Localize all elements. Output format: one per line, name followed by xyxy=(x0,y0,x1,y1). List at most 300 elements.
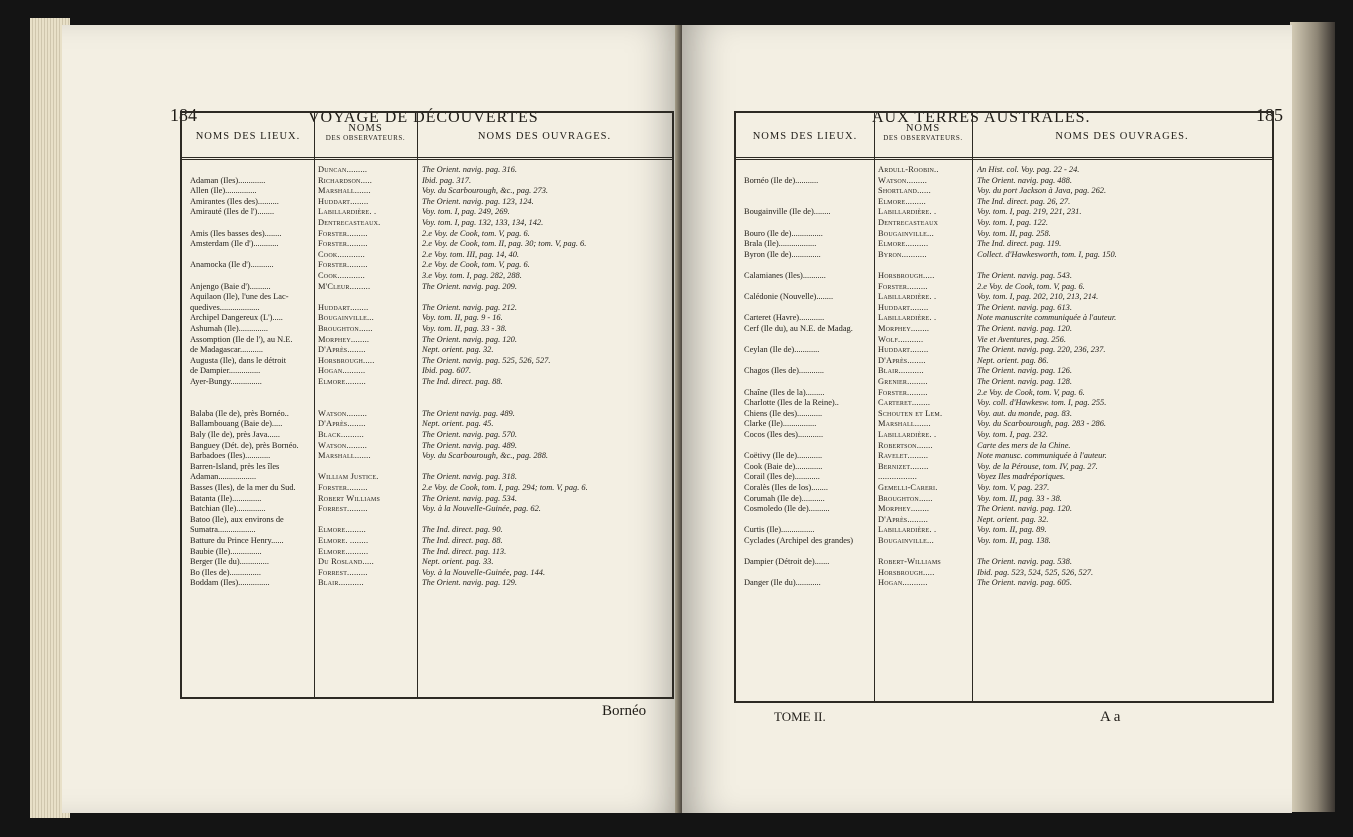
observer-name: Dentrecasteaux. xyxy=(318,218,381,227)
work-reference: Voy. tom. II, pag. 258. xyxy=(977,228,1051,238)
work-reference: Voy. tom. I, pag. 219, 221, 231. xyxy=(977,207,1082,217)
table-row xyxy=(182,303,672,314)
header-observers-bottom: DES OBSERVATEURS. xyxy=(325,134,406,142)
place-name: Cyclades (Archipel des grandes) xyxy=(744,536,854,545)
table-row xyxy=(182,388,672,399)
table-row xyxy=(182,197,672,208)
work-reference: The Orient. navig. pag. 123, 124. xyxy=(422,196,534,206)
observer-name: Forrest......... xyxy=(318,567,368,577)
observer-name: Huddart........ xyxy=(318,196,369,206)
place-name: Corumah (Ile de)........... xyxy=(744,493,825,503)
table-row xyxy=(182,441,672,452)
work-reference: Voy. tom. I, pag. 232. xyxy=(977,430,1048,439)
table-row xyxy=(736,282,1272,293)
observer-name: Forster......... xyxy=(318,260,368,270)
work-reference: Nept. orient. pag. 33. xyxy=(422,557,494,567)
place-name: Cocos (Iles des)............ xyxy=(744,430,824,439)
place-name: Chiens (Ile des)............ xyxy=(744,408,823,418)
place-name: Adaman (Iles)............. xyxy=(190,175,266,185)
table-row xyxy=(182,356,672,367)
work-reference: Voy. tom. V, pag. 237. xyxy=(977,483,1050,492)
place-name: Calédonie (Nouvelle)........ xyxy=(744,292,834,302)
place-name: Chaîne (Iles de la)......... xyxy=(744,387,825,397)
work-reference: Ibid. pag. 523, 524, 525, 526, 527. xyxy=(977,567,1094,577)
place-name: Barbadoes (Iles)............ xyxy=(190,451,271,461)
header-observers xyxy=(314,123,417,142)
work-reference: Collect. d'Hawkesworth, tom. I, pag. 150. xyxy=(977,249,1117,259)
work-reference: Nept. orient. pag. 32. xyxy=(977,514,1049,524)
table-row xyxy=(736,547,1272,558)
work-reference: The Orient. navig. pag. 318. xyxy=(422,472,517,482)
place-name: Amsterdam (Ile d')............ xyxy=(190,239,279,249)
right-page xyxy=(682,25,1292,813)
work-reference: Voy. tom. II, pag. 89. xyxy=(977,525,1047,535)
table-row xyxy=(736,525,1272,536)
observer-name: D'Après........ xyxy=(318,345,366,355)
work-reference: Voy. tom. II, pag. 138. xyxy=(977,536,1051,545)
observer-name: Broughton...... xyxy=(318,324,373,333)
work-reference: The Orient. navig. pag. 570. xyxy=(422,430,517,439)
work-reference: Nept. orient. pag. 32. xyxy=(422,345,494,355)
left-page xyxy=(62,25,682,813)
observer-name: Forster......... xyxy=(878,387,928,397)
header-works: NOMS DES OUVRAGES. xyxy=(1055,131,1189,142)
work-reference: 2.e Voy. tom. III, pag. 14, 40. xyxy=(422,249,519,259)
place-name: Danger (Ile du)............ xyxy=(744,578,821,588)
work-reference: The Ind. direct. pag. 88. xyxy=(422,536,503,545)
observer-name: Labillardière. . xyxy=(878,292,937,302)
table-row xyxy=(182,430,672,441)
observer-name: Forster......... xyxy=(318,239,368,249)
observer-name: Labillardière. . xyxy=(878,207,937,217)
observer-name: Hogan.......... xyxy=(318,366,366,376)
observer-name: Morphey........ xyxy=(878,504,930,514)
place-name: Batture du Prince Henry...... xyxy=(190,536,284,545)
work-reference: 2.e Voy. de Cook, tom. V, pag. 6. xyxy=(977,387,1085,397)
table-row xyxy=(182,515,672,526)
table-row xyxy=(736,207,1272,218)
table-row xyxy=(736,345,1272,356)
place-name: Batanta (Ile).............. xyxy=(190,493,262,503)
observer-name: Gemelli-Careri. xyxy=(878,483,938,492)
table-row xyxy=(736,536,1272,547)
signature-mark: A a xyxy=(1100,709,1121,725)
table-row xyxy=(182,578,672,589)
observer-name: Forster......... xyxy=(318,228,368,238)
table-row xyxy=(182,176,672,187)
place-name: Brala (Ile).................. xyxy=(744,239,817,249)
table-row xyxy=(182,377,672,388)
work-reference: The Orient. navig. pag. 534. xyxy=(422,493,517,503)
observer-name: Robert-Williams xyxy=(878,557,941,567)
place-name: Amis (Iles basses des)........ xyxy=(190,228,282,238)
place-name: Barren-Island, près les îles xyxy=(190,461,280,471)
observer-name: Shortland...... xyxy=(878,186,931,196)
table-row xyxy=(736,260,1272,271)
running-head: VOYAGE DE DÉCOUVERTES xyxy=(308,109,539,126)
observer-name: Morphey........ xyxy=(318,334,370,344)
observer-name: Morphey........ xyxy=(878,324,930,333)
table-row xyxy=(736,419,1272,430)
observer-name: Bougainville... xyxy=(878,228,934,238)
table-row xyxy=(182,250,672,261)
observer-name: Grenier......... xyxy=(878,377,928,386)
table-row xyxy=(182,229,672,240)
place-name: Batchian (Ile).............. xyxy=(190,504,266,514)
place-name: Bouro (Ile de)............... xyxy=(744,228,823,238)
observer-name: D'Après........ xyxy=(878,355,926,365)
table-row xyxy=(736,451,1272,462)
table-row xyxy=(182,313,672,324)
table-row xyxy=(736,377,1272,388)
work-reference: Voy. tom. I, pag. 132, 133, 134, 142. xyxy=(422,218,544,227)
work-reference: 2.e Voy. de Cook, tom. V, pag. 6. xyxy=(977,281,1085,291)
work-reference: Voy. coll. d'Hawkesw. tom. I, pag. 255. xyxy=(977,398,1107,408)
work-reference: 2.e Voy. de Cook, tom. V, pag. 6. xyxy=(422,260,530,270)
place-name: Ayer-Bungy............... xyxy=(190,377,262,386)
work-reference: Voy. de la Pérouse, tom. IV, pag. 27. xyxy=(977,461,1098,471)
table-row xyxy=(182,483,672,494)
table-row xyxy=(182,462,672,473)
table-row xyxy=(736,239,1272,250)
table-row xyxy=(182,398,672,409)
table-row xyxy=(736,388,1272,399)
table-row xyxy=(736,303,1272,314)
place-name: Corail (Iles de)............ xyxy=(744,472,820,482)
observer-name: Duncan......... xyxy=(318,165,368,174)
table-row xyxy=(182,409,672,420)
table-row xyxy=(182,335,672,346)
place-name: Baubie (Ile)............... xyxy=(190,546,262,556)
place-name: Charlotte (Iles de la Reine).. xyxy=(744,398,839,408)
observer-name: Watson......... xyxy=(318,408,368,418)
place-name: Archipel Dangereux (L')..... xyxy=(190,313,283,323)
place-name: Dampier (Détroit de)....... xyxy=(744,557,830,567)
observer-name: Huddart........ xyxy=(878,302,929,312)
work-reference: The Orient. navig. pag. 129. xyxy=(422,578,517,588)
observer-name: Labillardière. . xyxy=(878,525,937,535)
place-name: Amirauté (Iles de l')........ xyxy=(190,207,275,217)
place-name: Allen (Ile)............... xyxy=(190,186,257,196)
place-name: Clarke (Ile)................ xyxy=(744,419,817,429)
table-row xyxy=(182,345,672,356)
work-reference: 2.e Voy. de Cook, tom. V, pag. 6. xyxy=(422,228,530,238)
place-name: Ballambouang (Baie de)..... xyxy=(190,419,283,429)
work-reference: The Orient. navig. pag. 538. xyxy=(977,557,1072,567)
work-reference: The Orient. navig. pag. 489. xyxy=(422,440,517,450)
table-row xyxy=(182,472,672,483)
work-reference: The Orient. navig. pag. 605. xyxy=(977,578,1072,588)
place-name: Calamianes (Iles)........... xyxy=(744,271,826,280)
work-reference: Voy. à la Nouvelle-Guinée, pag. 144. xyxy=(422,567,546,577)
work-reference: The Orient. navig. pag. 212. xyxy=(422,302,517,312)
observer-name: Wolf........... xyxy=(878,334,924,344)
work-reference: Carte des mers de la Chine. xyxy=(977,440,1071,450)
observer-name: Forster......... xyxy=(318,483,368,492)
place-name: Balaba (Ile de), près Bornéo.. xyxy=(190,408,289,418)
observer-name: Elmore......... xyxy=(318,377,366,386)
observer-name: Huddart........ xyxy=(318,302,369,312)
observer-name: Horsbrough..... xyxy=(878,567,935,577)
table-row xyxy=(736,504,1272,515)
work-reference: Vie et Aventures, pag. 256. xyxy=(977,334,1066,344)
table-row xyxy=(736,472,1272,483)
work-reference: Voyez Iles madréporiques. xyxy=(977,472,1066,482)
observer-name: ................. xyxy=(878,472,917,482)
place-name: Ceylan (Ile de)............ xyxy=(744,345,820,355)
work-reference: Voy. aut. du monde, pag. 83. xyxy=(977,408,1072,418)
observer-name: Blair........... xyxy=(878,366,924,376)
work-reference: Voy. du port Jackson à Java, pag. 262. xyxy=(977,186,1107,196)
observer-name: Huddart........ xyxy=(878,345,929,355)
work-reference: The Orient. navig. pag. 488. xyxy=(977,175,1072,185)
observer-name: M'Cleur......... xyxy=(318,281,371,291)
observer-name: Blair........... xyxy=(318,578,364,588)
table-row xyxy=(736,324,1272,335)
page-edges-right xyxy=(1290,22,1335,812)
work-reference: Nept. orient. pag. 45. xyxy=(422,419,494,429)
work-reference: The Ind. direct. pag. 88. xyxy=(422,377,503,386)
table-row xyxy=(182,239,672,250)
place-name: Boddam (Iles)............... xyxy=(190,578,270,588)
table-row xyxy=(736,430,1272,441)
observer-name: Forrest......... xyxy=(318,504,368,514)
work-reference: The Orient navig. pag. 489. xyxy=(422,408,515,418)
place-name: Bornéo (Ile de)........... xyxy=(744,175,819,185)
place-name: Coëtivy (Ile de)............ xyxy=(744,451,823,461)
observer-name: Forster......... xyxy=(878,281,928,291)
observer-name: Marshall....... xyxy=(318,186,371,196)
table-row xyxy=(182,282,672,293)
place-name: Augusta (Ile), dans le détroit xyxy=(190,355,287,365)
table-row xyxy=(182,218,672,229)
observer-name: Robertson....... xyxy=(878,440,933,450)
work-reference: The Ind. direct. pag. 119. xyxy=(977,239,1062,249)
table-row xyxy=(736,271,1272,282)
header-observers-bottom: DES OBSERVATEURS. xyxy=(883,134,963,142)
observer-name: Carteret........ xyxy=(878,398,931,408)
table-row xyxy=(736,515,1272,526)
table-row xyxy=(182,494,672,505)
table-row xyxy=(736,197,1272,208)
work-reference: Voy. du Scarbourough, &c., pag. 288. xyxy=(422,451,549,461)
table-row xyxy=(736,494,1272,505)
observer-name: Watson......... xyxy=(878,175,928,185)
table-row xyxy=(736,313,1272,324)
place-name: de Madagascar........... xyxy=(190,345,264,355)
place-name: Ashumah (Ile).............. xyxy=(190,324,268,333)
work-reference: The Orient. navig. pag. 316. xyxy=(422,165,517,174)
header-observers xyxy=(874,123,972,142)
observer-name: Elmore.......... xyxy=(318,546,369,556)
observer-name: Byron........... xyxy=(878,249,927,259)
work-reference: Note manusc. communiquée à l'auteur. xyxy=(977,451,1107,461)
place-name: Coralès (Iles de los)........ xyxy=(744,483,828,492)
header-observers-top: NOMS xyxy=(905,123,941,134)
observer-name: Labillardière. . xyxy=(878,313,937,323)
table-row xyxy=(736,229,1272,240)
observer-name: Broughton...... xyxy=(878,493,933,503)
table-row xyxy=(182,186,672,197)
observer-name: Watson......... xyxy=(318,440,368,450)
table-row xyxy=(736,186,1272,197)
page-number: 185 xyxy=(1256,105,1283,125)
table-row xyxy=(182,504,672,515)
observer-name: Black.......... xyxy=(318,430,364,439)
observer-name: Labillardière. . xyxy=(878,430,937,439)
place-name: Byron (Ile de).............. xyxy=(744,249,821,259)
place-name: Berger (Ile du).............. xyxy=(190,557,269,567)
observer-name: Elmore......... xyxy=(878,196,926,206)
table-row xyxy=(736,557,1272,568)
work-reference: 3.e Voy. tom. I, pag. 282, 288. xyxy=(422,271,522,280)
observer-name: Ravelet......... xyxy=(878,451,929,461)
place-name: Anamocka (Ile d')........... xyxy=(190,260,274,270)
header-places: NOMS DES LIEUX. xyxy=(752,131,858,142)
work-reference: Voy. tom. I, pag. 249, 269. xyxy=(422,207,510,217)
place-name: Curtis (Ile)................ xyxy=(744,525,815,535)
place-name: Batoo (Ile), aux environs de xyxy=(190,514,284,524)
table-row xyxy=(736,409,1272,420)
place-name: Baly (Ile de), près Java...... xyxy=(190,430,280,439)
observer-name: Hogan........... xyxy=(878,578,928,588)
place-name: Sumatra.................. xyxy=(190,525,256,535)
place-name: quedives................... xyxy=(190,302,260,312)
catchword: Bornéo xyxy=(602,703,647,719)
table-row xyxy=(182,557,672,568)
work-reference: Ibid. pag. 607. xyxy=(422,366,472,376)
table-row xyxy=(736,292,1272,303)
observer-name: Robert Williams xyxy=(318,493,381,503)
observer-name: Cook............ xyxy=(318,271,365,280)
work-reference: Voy. tom. II, pag. 33 - 38. xyxy=(422,324,507,333)
work-reference: Voy. à la Nouvelle-Guinée, pag. 62. xyxy=(422,504,541,514)
work-reference: The Orient. navig. pag. 120. xyxy=(422,334,517,344)
observer-name: Elmore......... xyxy=(318,525,366,535)
header-places: NOMS DES LIEUX. xyxy=(195,131,301,142)
work-reference: Voy. tom. II, pag. 9 - 16. xyxy=(422,313,503,323)
work-reference: 2.e Voy. de Cook, tom. I, pag. 294; tom. V, pag. 6. xyxy=(422,483,588,492)
place-name: Aquilaon (Ile), l'une des Lac- xyxy=(190,292,289,302)
observer-name: Bougainville... xyxy=(318,313,374,323)
table-row xyxy=(182,419,672,430)
header-works: NOMS DES OUVRAGES. xyxy=(477,131,612,142)
observer-name: William Justice. xyxy=(318,472,379,482)
table-row xyxy=(736,356,1272,367)
table-row xyxy=(736,335,1272,346)
observer-name: D'Après......... xyxy=(878,514,928,524)
observer-name: Marshall....... xyxy=(878,419,931,429)
work-reference: The Ind. direct. pag. 90. xyxy=(422,525,503,535)
observer-name: Horsbrough..... xyxy=(878,271,935,280)
table-row xyxy=(182,536,672,547)
observer-name: Du Rosland..... xyxy=(318,557,374,567)
place-name: Anjengo (Baie d').......... xyxy=(190,281,271,291)
table-row xyxy=(736,578,1272,589)
table-row xyxy=(182,271,672,282)
index-table xyxy=(180,111,674,699)
work-reference: The Orient. navig. pag. 120. xyxy=(977,504,1072,514)
observer-name: Cook............ xyxy=(318,249,365,259)
work-reference: The Orient. navig. pag. 209. xyxy=(422,281,517,291)
work-reference: Voy. du Scarbourough, pag. 283 - 286. xyxy=(977,419,1107,429)
table-row xyxy=(736,176,1272,187)
observer-name: Labillardière. . xyxy=(318,207,377,217)
table-row xyxy=(736,165,1272,176)
observer-name: Elmore. ........ xyxy=(318,536,369,545)
table-row xyxy=(182,292,672,303)
table-row xyxy=(182,324,672,335)
observer-name: Horsbrough..... xyxy=(318,355,375,365)
page-number: 184 xyxy=(170,105,197,125)
observer-name: Bougainville... xyxy=(878,536,934,545)
table-row xyxy=(736,398,1272,409)
work-reference: Nept. orient. pag. 86. xyxy=(977,355,1049,365)
table-row xyxy=(736,441,1272,452)
work-reference: An Hist. col. Voy. pag. 22 - 24. xyxy=(977,165,1080,174)
place-name: Adaman.................. xyxy=(190,472,257,482)
table-row xyxy=(182,525,672,536)
header-observers-top: NOMS xyxy=(348,123,383,134)
place-name: Amirantes (Iles des).......... xyxy=(190,196,279,206)
work-reference: Voy. tom. I, pag. 122. xyxy=(977,218,1048,227)
table-row xyxy=(736,250,1272,261)
table-row xyxy=(182,451,672,462)
observer-name: Dentrecasteaux xyxy=(878,218,939,227)
table-row xyxy=(182,165,672,176)
observer-name: Bernizet........ xyxy=(878,461,929,471)
place-name: Cerf (Ile du), au N.E. de Madag. xyxy=(744,324,853,333)
table-row xyxy=(736,462,1272,473)
work-reference: The Orient. navig. pag. 543. xyxy=(977,271,1072,280)
work-reference: The Orient. navig. pag. 120. xyxy=(977,324,1072,333)
running-head: AUX TERRES AUSTRALES. xyxy=(872,109,1091,126)
table-row xyxy=(182,568,672,579)
footer-volume: TOME II. xyxy=(774,709,826,724)
place-name: Bougainville (Ile de)........ xyxy=(744,207,831,217)
place-name: Bo (Iles de)............... xyxy=(190,567,261,577)
work-reference: The Orient. navig. pag. 613. xyxy=(977,302,1072,312)
work-reference: The Ind. direct. pag. 113. xyxy=(422,546,507,556)
table-row xyxy=(736,483,1272,494)
work-reference: The Orient. navig. pag. 525, 526, 527. xyxy=(422,355,551,365)
work-reference: The Orient. navig. pag. 126. xyxy=(977,366,1072,376)
work-reference: The Orient. navig. pag. 128. xyxy=(977,377,1072,386)
work-reference: The Ind. direct. pag. 26, 27. xyxy=(977,196,1071,206)
index-table xyxy=(734,111,1274,703)
place-name: Banguey (Dét. de), près Bornéo. xyxy=(190,440,299,450)
table-row xyxy=(182,260,672,271)
place-name: Assomption (Ile de l'), au N.E. xyxy=(190,334,293,344)
work-reference: Note manuscrite communiquée à l'auteur. xyxy=(977,313,1117,323)
work-reference: 2.e Voy. de Cook, tom. II, pag. 30; tom. V, pag. 6. xyxy=(422,239,587,249)
observer-name: Schouten et Lem. xyxy=(878,408,943,418)
observer-name: Richardson..... xyxy=(318,175,373,185)
work-reference: Voy. tom. I, pag. 202, 210, 213, 214. xyxy=(977,292,1099,302)
table-row xyxy=(736,568,1272,579)
work-reference: Voy. du Scarbourough, &c., pag. 273. xyxy=(422,186,549,196)
place-name: de Dampier............... xyxy=(190,366,261,376)
table-row xyxy=(182,207,672,218)
work-reference: The Orient. navig. pag. 220, 236, 237. xyxy=(977,345,1106,355)
observer-name: Marshall....... xyxy=(318,451,371,461)
work-reference: Voy. tom. II, pag. 33 - 38. xyxy=(977,493,1062,503)
place-name: Carteret (Havre)............ xyxy=(744,313,825,323)
table-row xyxy=(182,547,672,558)
table-row xyxy=(182,366,672,377)
observer-name: D'Après........ xyxy=(318,419,366,429)
place-name: Cook (Baie de)............. xyxy=(744,461,823,471)
